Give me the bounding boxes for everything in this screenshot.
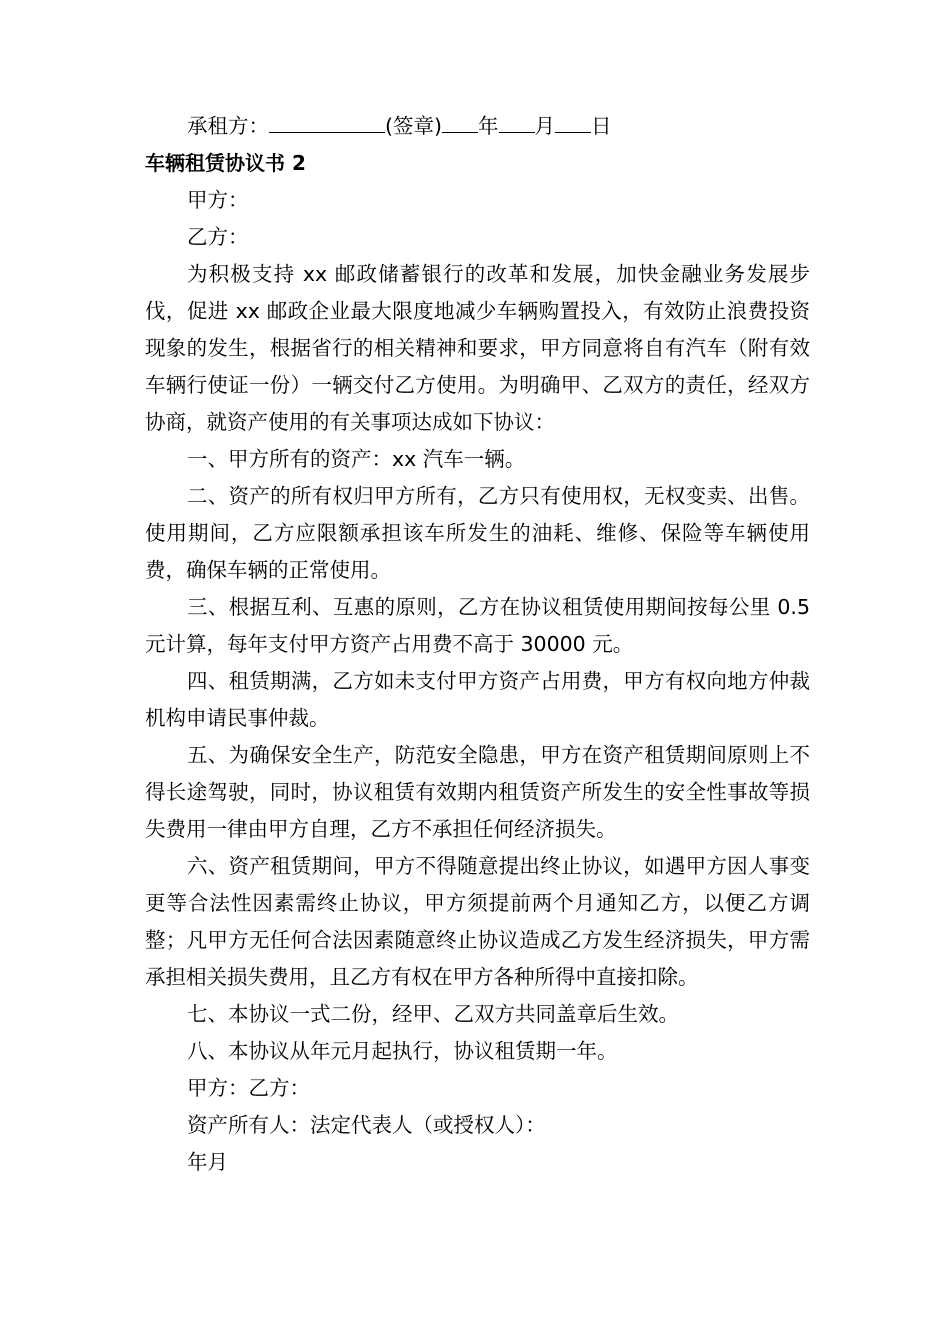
document-body xyxy=(145,108,810,1181)
clause-3: 三、根据互利、互惠的原则，乙方在协议租赁使用期间按每公里 0.5 元计算，每年支付甲方资产占用费不高于 30000 元。 xyxy=(145,595,810,656)
party-b-line: 乙方： xyxy=(187,225,249,249)
clause-2: 二、资产的所有权归甲方所有，乙方只有使用权，无权变卖、出售。使用期间，乙方应限额承担该车所发生的油耗、维修、保险等车辆使用费，确保车辆的正常使用。 xyxy=(145,484,810,582)
intro-paragraph: 为积极支持 xx 邮政储蓄银行的改革和发展，加快金融业务发展步伐，促进 xx 邮政企业最大限度地减少车辆购置投入，有效防止浪费投资现象的发生，根据省行的相关精神和要求，甲方同意将自有汽车（附有效车辆行使证一份）一辆交付乙方使用。为明确甲、乙双方的责任，经双方协商，就资产使用的有关事项达成如下协议： xyxy=(145,262,810,434)
clause-5: 五、为确保安全生产，防范安全隐患，甲方在资产租赁期间原则上不得长途驾驶，同时，协议租赁有效期内租赁资产所发生的安全性事故等损失费用一律由甲方自理，乙方不承担任何经济损失。 xyxy=(145,743,810,841)
party-a-line: 甲方： xyxy=(187,188,249,212)
sign-parties-line: 甲方：乙方： xyxy=(187,1076,310,1100)
year-label: 年 xyxy=(478,114,499,138)
clause-4: 四、租赁期满，乙方如未支付甲方资产占用费，甲方有权向地方仲裁机构申请民事仲裁。 xyxy=(145,669,810,730)
sign-owner-line: 资产所有人：法定代表人（或授权人）： xyxy=(187,1113,546,1137)
month-blank xyxy=(499,110,535,133)
sign-date-line: 年月 xyxy=(187,1150,228,1174)
day-label: 日 xyxy=(591,114,612,138)
day-blank xyxy=(555,110,591,133)
lessee-signature-line xyxy=(145,108,810,145)
year-blank xyxy=(442,110,478,133)
clause-8: 八、本协议从年元月起执行，协议租赁期一年。 xyxy=(187,1039,618,1063)
clause-6: 六、资产租赁期间，甲方不得随意提出终止协议，如遇甲方因人事变更等合法性因素需终止协议，甲方须提前两个月通知乙方，以便乙方调整；凡甲方无任何合法因素随意终止协议造成乙方发生经济损失，甲方需承担相关损失费用，且乙方有权在甲方各种所得中直接扣除。 xyxy=(145,854,810,989)
month-label: 月 xyxy=(534,114,555,138)
clause-7: 七、本协议一式二份，经甲、乙双方共同盖章后生效。 xyxy=(187,1002,679,1026)
document-title: 车辆租赁协议书 2 xyxy=(145,151,306,175)
lessee-label: 承租方： xyxy=(187,114,269,138)
signature-blank xyxy=(269,110,385,133)
clause-1: 一、甲方所有的资产：xx 汽车一辆。 xyxy=(187,447,526,471)
lessee-sign-label: (签章) xyxy=(385,114,442,138)
